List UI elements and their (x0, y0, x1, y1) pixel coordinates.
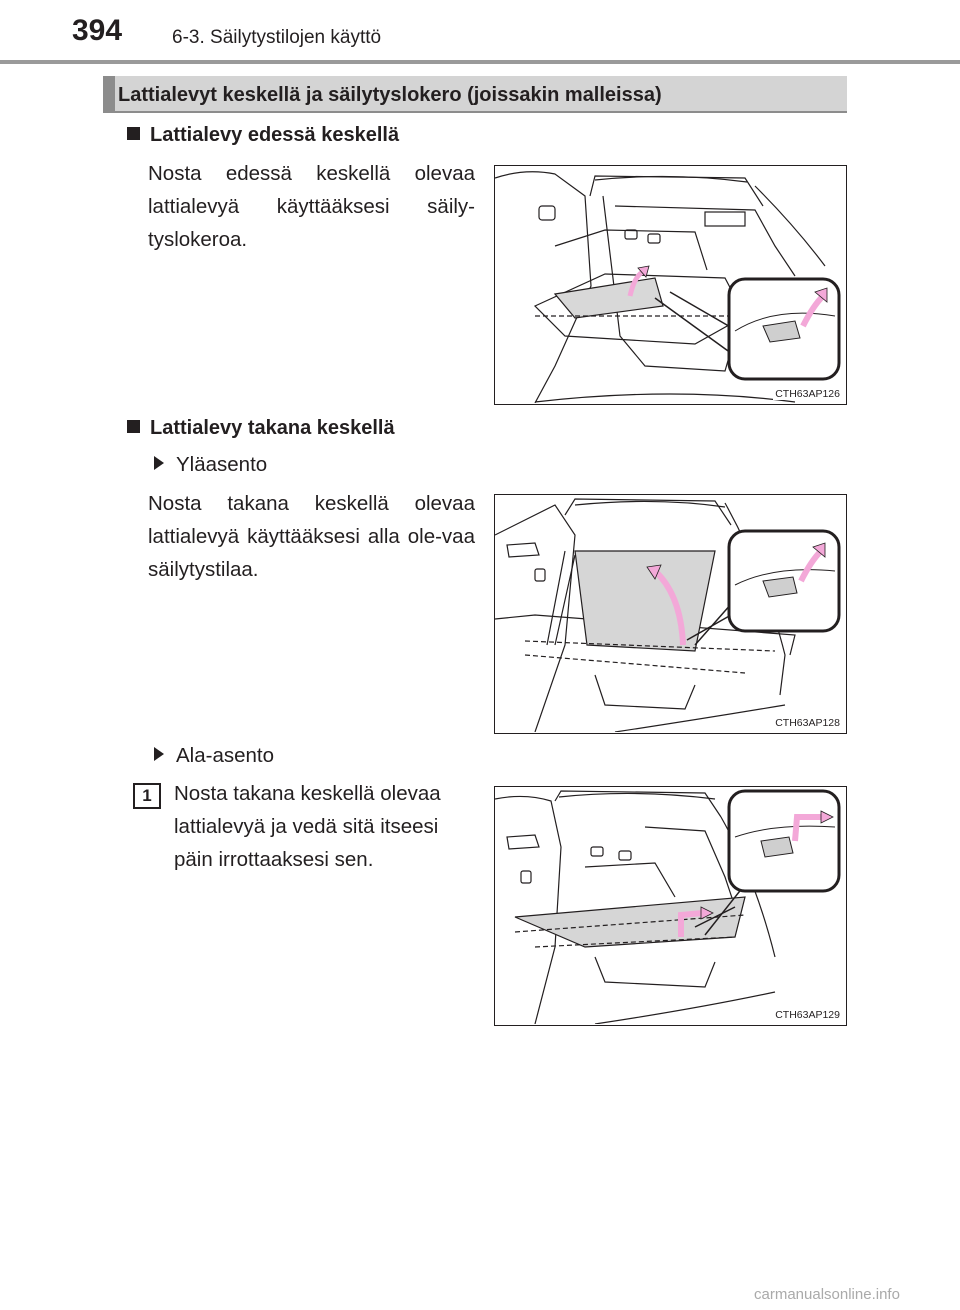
square-bullet-icon (127, 127, 140, 140)
upper-description: Nosta takana keskellä olevaa lattialevyä käyttääksesi alla ole-vaa säilytystilaa. (148, 492, 475, 581)
front-floor-board-illustration (495, 166, 845, 403)
rear-upper-position-illustration (495, 495, 845, 732)
lower-position-label (154, 743, 274, 769)
figure-code: CTH63AP128 (775, 717, 840, 729)
upper-position-label (154, 452, 267, 478)
rear-heading-text: Lattialevy takana keskellä (150, 417, 395, 439)
chapter-title: 6-3. Säilytystilojen käyttö (172, 27, 382, 48)
section-divider (103, 111, 847, 113)
page-number: 394 (72, 14, 123, 47)
step-number-badge: 1 (133, 783, 161, 809)
rear-lower-position-illustration (495, 787, 845, 1024)
rear-heading (127, 415, 395, 441)
square-bullet-icon (127, 420, 140, 433)
footer-watermark[interactable]: carmanualsonline.info (754, 1286, 900, 1303)
front-description: Nosta edessä keskellä olevaa lattialevyä käyttääksesi säily-tyslokeroa. (148, 162, 475, 251)
rear-upper-position-figure (494, 494, 847, 734)
triangle-bullet-icon (154, 456, 164, 470)
front-floor-board-figure (494, 165, 847, 405)
section-title: Lattialevyt keskellä ja säilytyslokero (joissakin malleissa) (118, 84, 662, 106)
figure-code: CTH63AP129 (775, 1009, 840, 1021)
rear-lower-position-figure (494, 786, 847, 1026)
lower-position-text: Ala-asento (176, 744, 275, 767)
step-description: Nosta takana keskellä olevaa lattialevyä ja vedä sitä itseesi päin irrottaaksesi sen. (174, 782, 441, 871)
figure-code: CTH63AP126 (775, 388, 840, 400)
upper-position-text: Yläasento (176, 453, 268, 476)
front-heading (127, 122, 399, 148)
header-divider (0, 60, 960, 64)
triangle-bullet-icon (154, 747, 164, 761)
front-heading-text: Lattialevy edessä keskellä (150, 124, 400, 146)
